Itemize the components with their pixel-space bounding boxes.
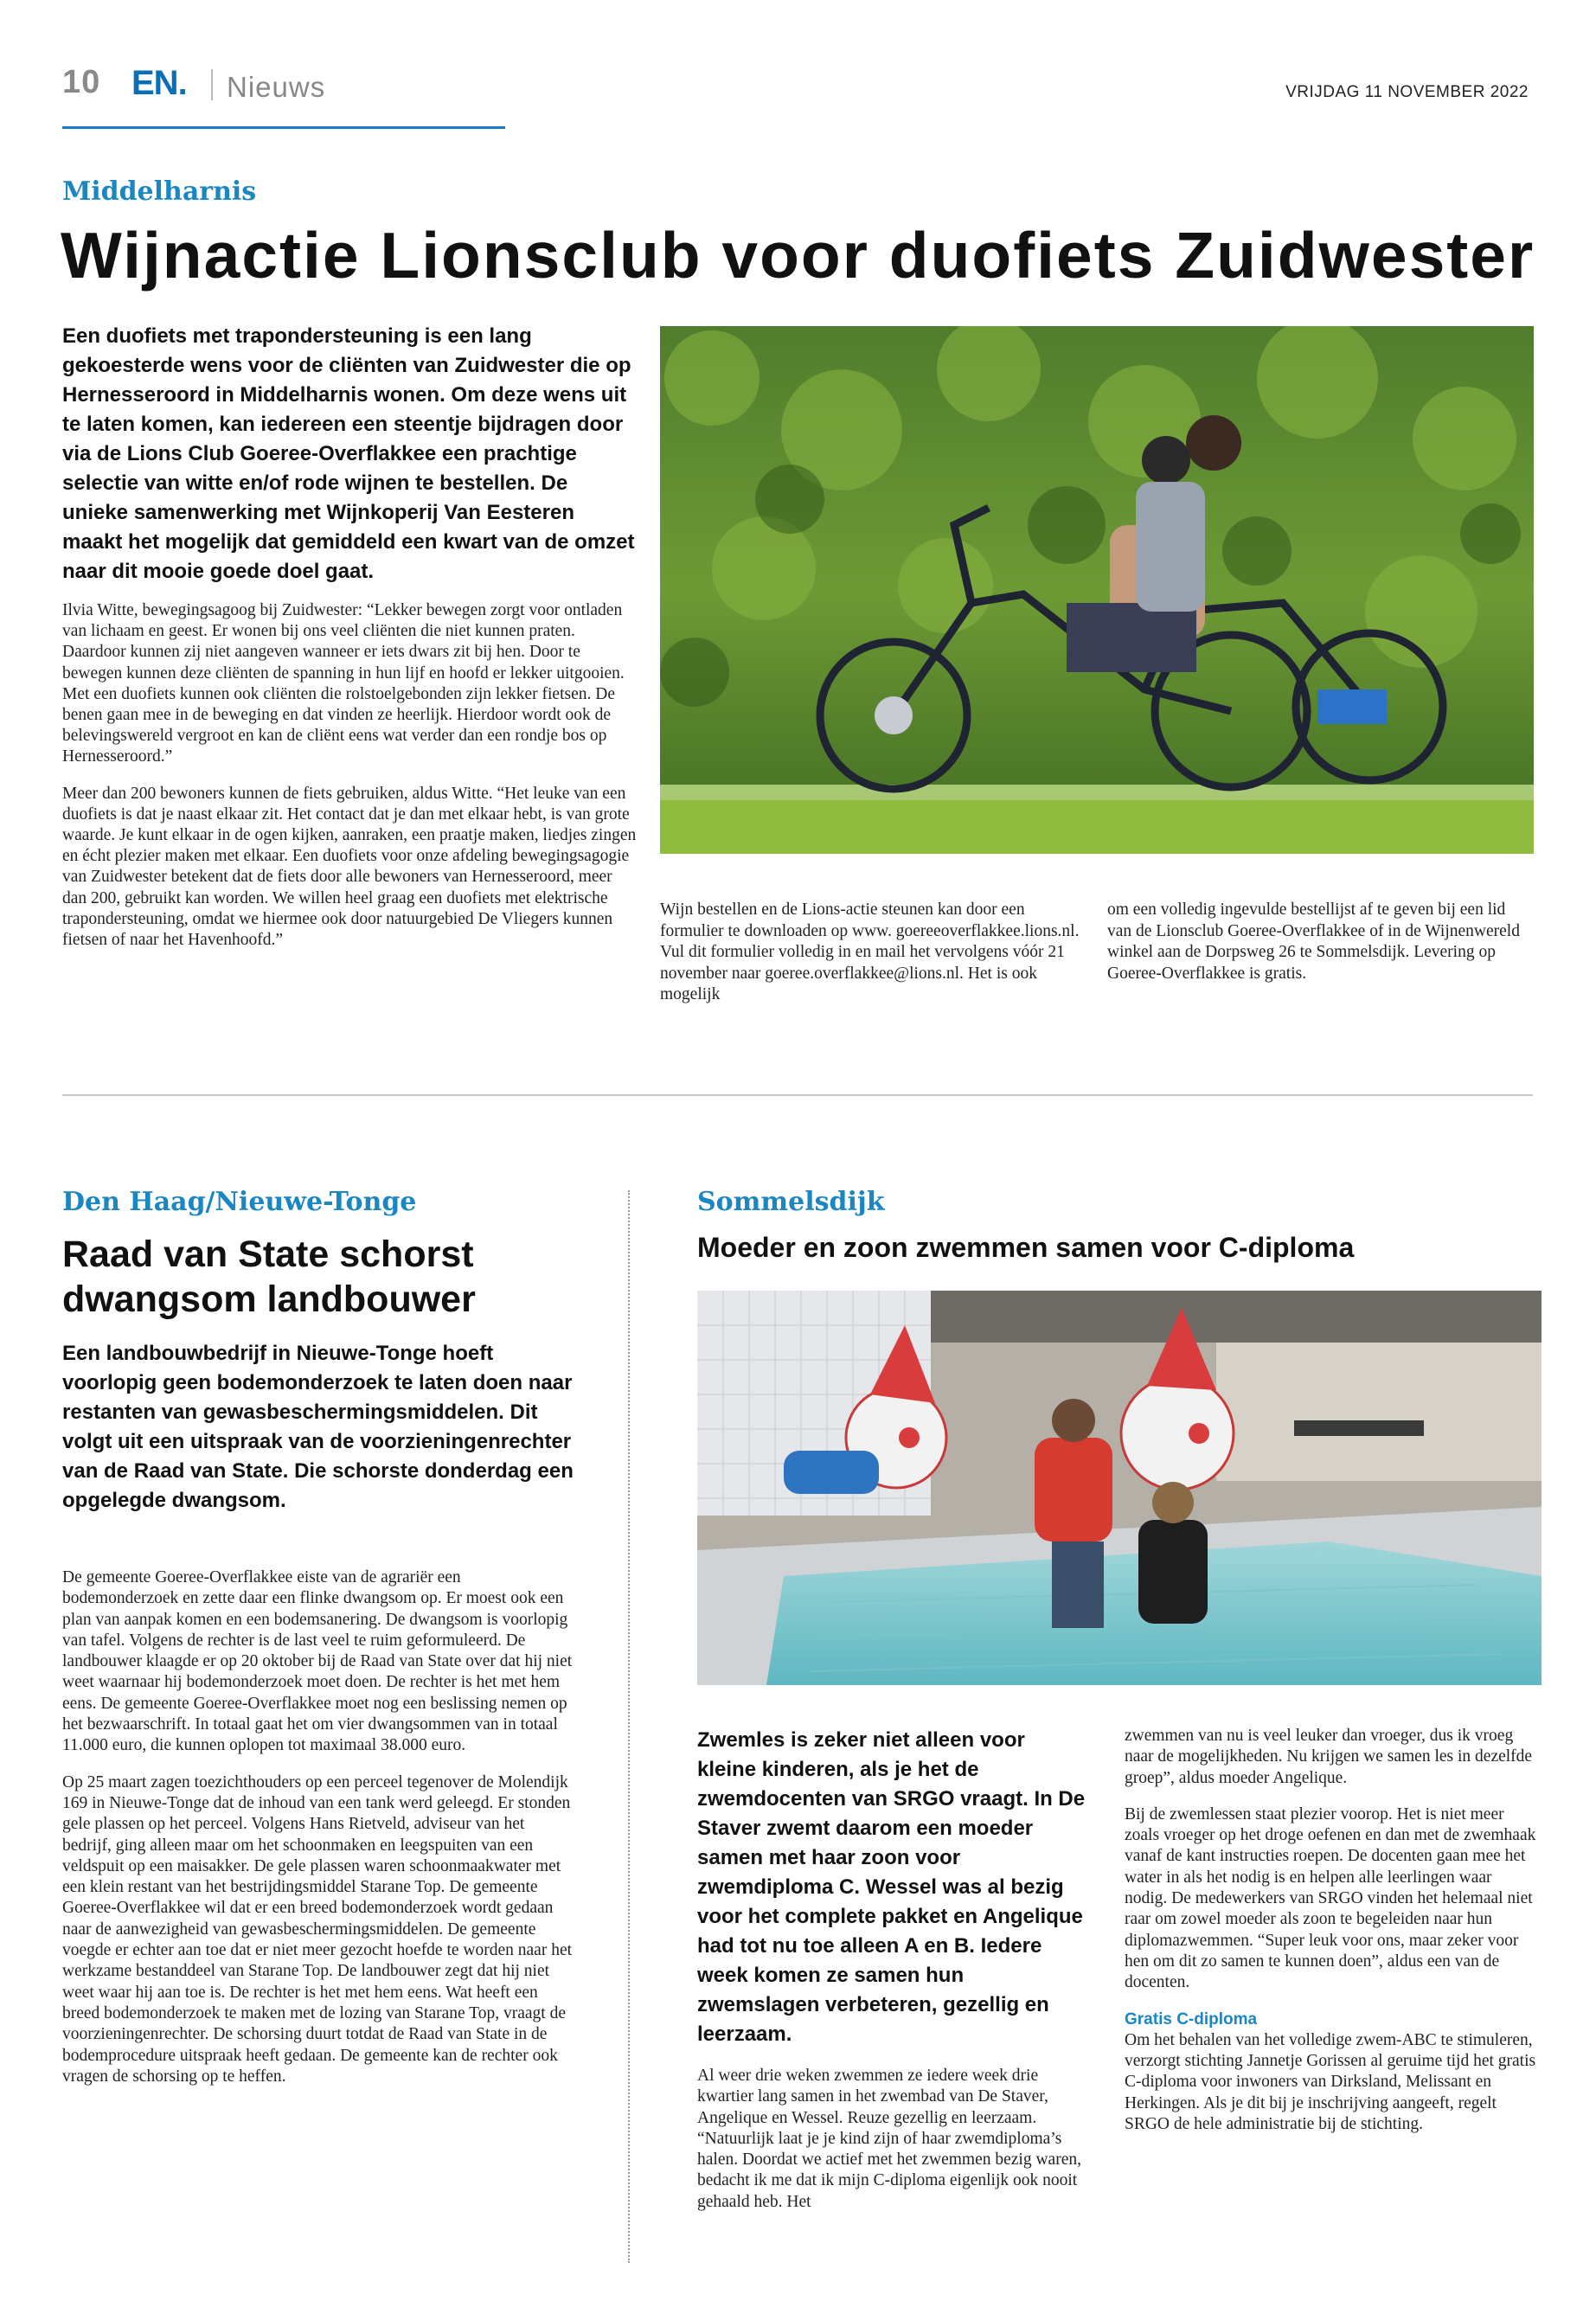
article3-paragraph: Bij de zwemlessen staat plezier voorop. Het is niet meer zoals vroeger op het droge oefenen en dan met de zwemhaak vanaf de kant instructies roepen. De docenten gaan mee het water in als het nodig is en helpen alle leerlingen waar nodig. De medewerkers van SRGO vinden het helemaal niet raar om zowel moeder als zoon te begeleiden naar hun diplomazwemmen. “Super leuk voor ons, maar zeker voor hen om dit zo samen te kunnen doen”, aldus een van de docenten.: [1125, 1804, 1536, 1992]
article3-title: Moeder en zoon zwemmen samen voor C-diploma: [697, 1232, 1355, 1263]
article2-body: [62, 1567, 573, 2103]
section-rule: [62, 1094, 1533, 1096]
article3-body: Al weer drie weken zwemmen ze iedere week drie kwartier lang samen in het zwembad van De Staver, Angelique en Wessel. Reuze gezellig en leerzaam. “Natuurlijk laat je je kind zijn of haar zwemdiploma’s halen. Doordat we actief met het zwemmen bezig waren, bedacht ik me dat ik mijn C-diploma eigenlijk ook nooit gehaald heb. Het: [697, 2067, 1081, 2211]
article1-lead: Een duofiets met trapondersteuning is een lang gekoesterde wens voor de cliënten van Zuidwester die op Hernesseroord in Middelharnis wonen. Om deze wens uit te laten komen, kan iedereen een steentje bijdragen door via de Lions Club Goeree-Overflakkee een prachtige selectie van witte en/of rode wijnen te bestellen. De unieke samenwerking met Wijnkoperij Van Eesteren maakt het mogelijk dat gemiddeld een kwart van de omzet naar dit mooie goede doel gaat.: [62, 324, 635, 583]
article2-paragraph: Op 25 maart zagen toezichthouders op een perceel tegenover de Molendijk 169 in Nieuwe-Tonge dat de inhoud van een tank werd geleegd. Er stonden gele plassen op het perceel. Volgens Hans Rietveld, adviseur van het bedrijf, ging alleen maar om het schoonmaken en leegspuiten van een veldspuit op een maisakker. De gele plassen waren schoonmaakwater met een klein restant van het bestrijdingsmiddel Starane Top. De gemeente Goeree-Overflakkee wil dat er een breed bodemonderzoek wordt gedaan naar de aanwezigheid van gewasbeschermingsmiddelen. De gemeente voegde er echter aan toe dat er niet meer gezocht hoefde te worden naar het werkzame bestanddeel van Starane Top. De landbouwer zegt dat hij niet weet waar hij aan toe is. De rechter is het met hem eens. Wat heeft een breed bodemonderzoek te maken met de lozing van Starane Top, vraagt de voorzieningenrechter. De schorsing duurt totdat de Raad van State in de bodemprocedure uitspraak heeft gedaan. De gemeente kan de rechter ook vragen de schorsing op te heffen.: [62, 1772, 573, 2086]
article1-title: Wijnactie Lionsclub voor duofiets Zuidwester: [61, 219, 1535, 292]
newspaper-logo: EN.: [131, 64, 187, 102]
article1-kicker: Middelharnis: [62, 176, 257, 207]
article3-paragraph: Om het behalen van het volledige zwem-ABC te stimuleren, verzorgt stichting Jannetje Gorissen al geruime tijd het gratis C-diploma voor inwoners van Dirksland, Melissant en Herkingen. Als je dit bij je inschrijving aangeeft, regelt SRGO de hele administratie bij de stichting.: [1125, 2030, 1536, 2134]
article1-body: [62, 600, 637, 966]
header-divider: [211, 69, 213, 100]
issue-date: VRIJDAG 11 NOVEMBER 2022: [1285, 83, 1529, 101]
duofiets-photo: [660, 326, 1534, 854]
article3-kicker: Sommelsdijk: [697, 1187, 885, 1217]
header-rule: [62, 126, 505, 129]
article2-lead: Een landbouwbedrijf in Nieuwe-Tonge hoeft voorlopig geen bodemonderzoek te laten doen naar restanten van gewasbeschermingsmiddelen. Dit volgt uit een uitspraak van de voorzieningenrechter van de Raad van State. Die schorste donderdag een opgelegde dwangsom.: [62, 1342, 574, 1512]
swimming-pool-photo: [697, 1291, 1542, 1685]
page-number: 10: [62, 64, 101, 100]
column-separator: [628, 1190, 630, 2263]
article3-column2: [1125, 1726, 1536, 2150]
article3-lead: Zwemles is zeker niet alleen voor kleine kinderen, als je het de zwemdocenten van SRGO vraagt. In De Staver zwemt daarom een moeder samen met haar zoon voor zwemdiploma C. Wessel was al bezig voor het complete pakket en Angelique had tot nu toe alleen A en B. Iedere week komen ze samen hun zwemslagen verbeteren, gezellig en leerzaam.: [697, 1728, 1086, 2046]
article3-subhead: Gratis C-diploma: [1125, 2009, 1258, 2029]
article2-title: Raad van State schorst dwangsom landbouwer: [62, 1234, 476, 1320]
article1-paragraph: Ilvia Witte, bewegingsagoog bij Zuidwester: “Lekker bewegen zorgt voor ontladen van lichaam en geest. Er wonen bij ons veel cliënten die niet kunnen praten. Daardoor kunnen zij niet aangeven wanneer er iets dwars zit bij hen. Door te bewegen kunnen deze cliënten de spanning in hun lijf en hoofd er lekker uitgooien. Met een duofiets kunnen ook cliënten die rolstoelgebonden zijn lekker fietsen. De benen gaan mee in de beweging en dat vinden ze heerlijk. Hierdoor wordt ook de belevingswereld vergroot en kan de cliënt eens wat verder dan een rondje bos op Hernesseroord.”: [62, 601, 625, 766]
section-name: Nieuws: [227, 71, 326, 103]
article1-column3: om een volledig ingevulde bestellijst af te geven bij een lid van de Lionsclub Goeree-Overflakkee of in de Wijnenwereld winkel aan de Dorpsweg 26 te Sommelsdijk. Levering op Goeree-Overflakkee is gratis.: [1107, 901, 1520, 983]
article2-paragraph: De gemeente Goeree-Overflakkee eiste van de agrariër een bodemonderzoek en zette daar een flinke dwangsom op. Er moest ook een plan van aanpak komen en een bodemsanering. De dwangsom is voorlopig van tafel. Volgens de rechter is de last veel te ruim geformuleerd. De landbouwer klaagde er op 20 oktober bij de Raad van State over dat hij niet weet waarnaar hij bodemonderzoek moet doen. De rechter is het met hem eens. De gemeente Goeree-Overflakkee moet nog een beslissing nemen op het bezwaarschrift. In totaal gaat het om vier dwangsommen van in totaal 11.000 euro, die kunnen oplopen tot maximaal 38.000 euro.: [62, 1568, 573, 1755]
article3-paragraph: zwemmen van nu is veel leuker dan vroeger, dus ik vroeg naar de mogelijkheden. Nu krijgen we samen les in dezelfde groep”, aldus moeder Angelique.: [1125, 1727, 1533, 1787]
article1-paragraph: Meer dan 200 bewoners kunnen de fiets gebruiken, aldus Witte. “Het leuke van een duofiets is dat je naast elkaar zit. Het contact dat je dan met elkaar hebt, is van grote waarde. Je kunt elkaar in de ogen kijken, aanraken, een praatje maken, liedjes zingen en écht plezier maken met elkaar. Een duofiets voor onze afdeling bewegingsagogie van Zuidwester betekent dat de fiets door alle bewoners van Hernesseroord, meer dan 200, gebruikt kan worden. We willen heel graag een duofiets met elektrische trapondersteuning, omdat we hiermee ook door natuurgebied De Vliegers kunnen fietsen of naar het Havenhoofd.”: [62, 784, 637, 950]
article1-column2: Wijn bestellen en de Lions-actie steunen kan door een formulier te downloaden op www. goereeoverflakkee.lions.nl. Vul dit formulier volledig in en mail het vervolgens vóór 21 november naar goeree.overflakkee@lions.nl. Het is ook mogelijk: [660, 901, 1080, 1003]
article2-kicker: Den Haag/Nieuwe-Tonge: [62, 1187, 417, 1217]
